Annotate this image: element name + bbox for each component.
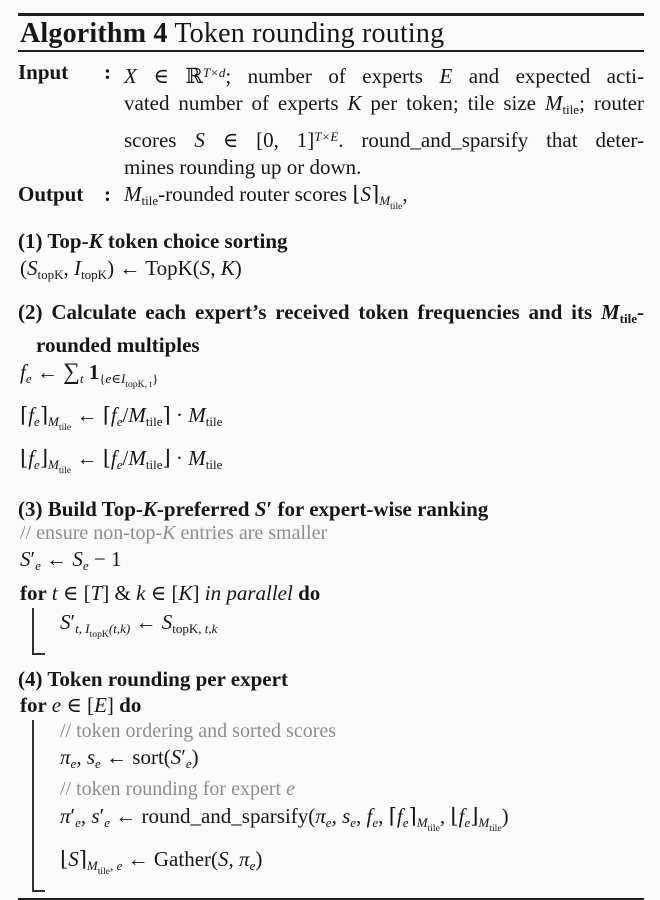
section-1 [18,228,644,289]
output-text [124,181,644,220]
input-text [124,59,644,181]
formula-gather: $⌊S⌉M_{tile}$, e ← Gather(S, πe) [58,845,644,886]
output-colon: : [104,181,124,208]
formula-score-shift: S′e ← Se − 1 [18,545,644,580]
formula-topk: (StopK, ItopK) ← TopK(S, K) [18,254,644,289]
algorithm-title [18,18,644,50]
for-loop-experts: for e ∈ [E] do [18,692,644,718]
input-line-1: X ∈ ℝ$^{T\times d}$; number of experts E and expected acti- [124,59,644,90]
title-rule [18,50,644,52]
formula-token-frequency: fe ← ∑t $1\{e\in I_{topK, t}\}$ [18,358,644,399]
section-4 [18,666,644,892]
input-line-4: mines rounding up or down. [124,154,644,181]
output-label: Output [18,181,104,208]
for-loop-tokens: for t ∈ [T] & k ∈ [K] in parallel do [18,580,644,606]
input-line-3: scores S ∈ [0, 1]$^{T\times E}$. round_and_sparsify that deter- [124,123,644,154]
formula-ceil-multiple: $⌈fe⌉M_{tile}$ ← ⌈fe/Mtile⌉ · Mtile [18,400,644,443]
for-loop-experts-body [32,720,644,892]
input-colon: : [104,59,124,86]
formula-scatter-topk: S′t, $I_{topK}(t,k)$ ← StopK, t,k [58,608,644,649]
top-rule [18,13,644,16]
section-4-heading: (4) Token rounding per expert [18,666,644,692]
section-2-heading-line-1: (2) Calculate each expert’s received token frequencies and its Mtile- [18,299,644,332]
input-label: Input [18,59,104,86]
algorithm-title-text: Token rounding routing [168,18,445,49]
comment-ensure-non-topk: // ensure non-top-K entries are smaller [18,522,644,545]
section-2 [18,299,644,486]
input-line-2: vated number of experts K per token; tile size Mtile; router [124,90,644,123]
comment-token-rounding: // token rounding for expert e [58,778,644,801]
section-2-heading-line-2: rounded multiples [36,332,644,358]
formula-floor-multiple: $⌊fe⌋M_{tile}$ ← ⌊fe/Mtile⌋ · Mtile [18,443,644,486]
io-block [18,59,644,220]
formula-round-and-sparsify: π′e, s′e ← round_and_sparsify(πe, se, fe, $⌈fe⌉M_{tile}$, $⌊fe⌋M_{tile}$) [58,801,644,844]
input-row [18,59,644,181]
for-loop-tokens-body [32,608,644,655]
section-1-heading: (1) Top-K token choice sorting [18,228,644,254]
comment-token-ordering: // token ordering and sorted scores [58,720,644,743]
output-row [18,181,644,220]
section-3-heading: (3) Build Top-K-preferred S′ for expert-wise ranking [18,496,644,522]
section-3 [18,496,644,655]
formula-sort: πe, se ← sort(S′e) [58,743,644,778]
algorithm-number-label: Algorithm 4 [20,18,168,49]
output-line-1: Mtile-rounded router scores $⌊S⌉M_{tile}$, [124,181,644,220]
